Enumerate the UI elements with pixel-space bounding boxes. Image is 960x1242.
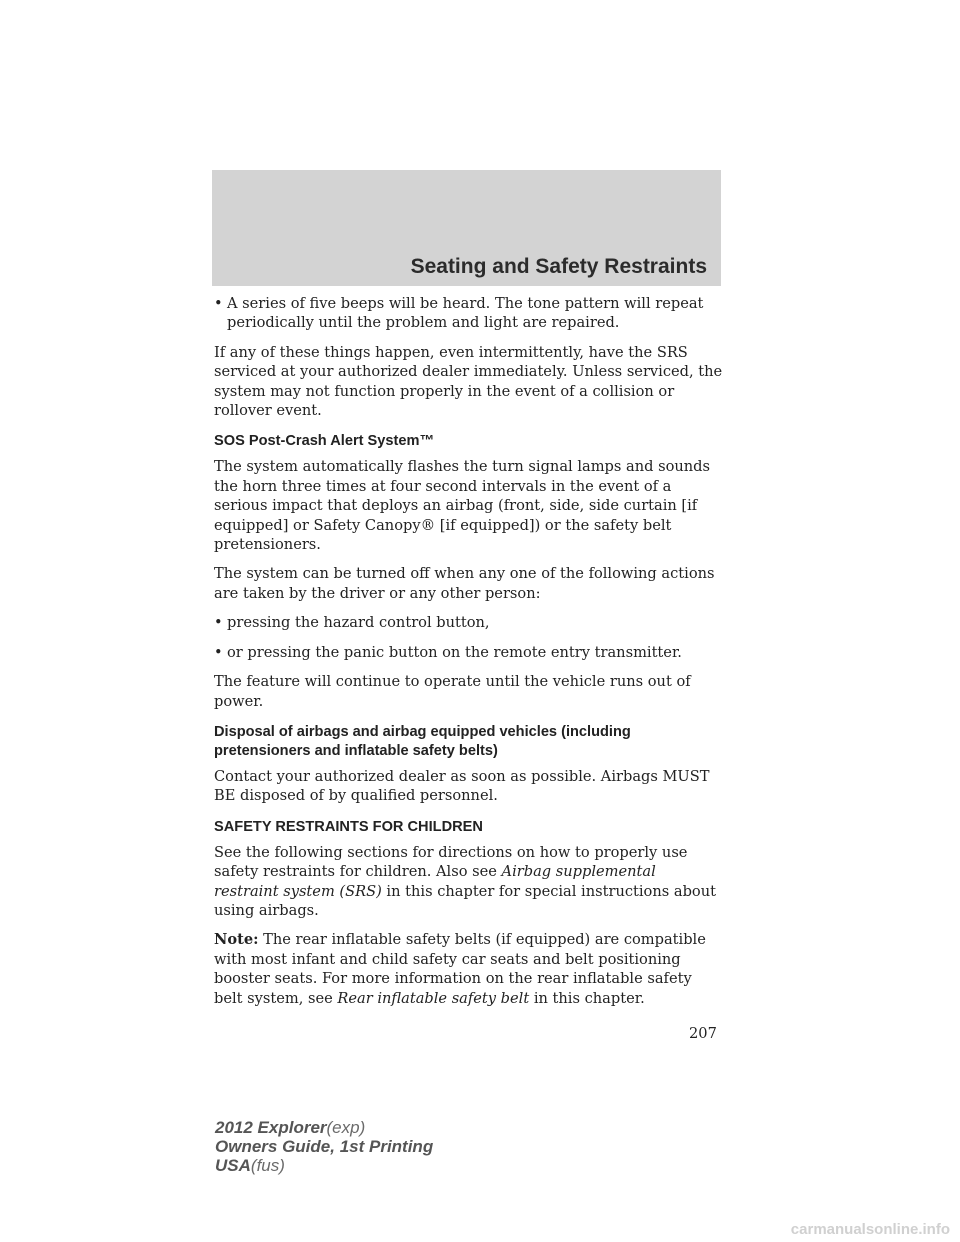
watermark-text: carmanualsonline.info [790, 1221, 950, 1238]
heading-child-restraints: SAFETY RESTRAINTS FOR CHILDREN [214, 818, 483, 835]
footer-model: 2012 Explorer [215, 1118, 327, 1137]
section-header-band [212, 170, 721, 286]
paragraph-children-text: See the following sections for directions on how to properly use safety restraints for children. Also see [214, 843, 688, 881]
note-paragraph [214, 930, 724, 1008]
bullet-mark: • [214, 643, 223, 661]
paragraph-sos-power: The feature will continue to operate until the vehicle runs out of power. [214, 673, 691, 710]
note-text-end: in this chapter. [529, 989, 645, 1007]
note-text: The rear inflatable safety belts (if equipped) are compatible with most infant and child safety car seats and belt positioning booster seats. For more information on the rear inflatable safety belt system, see [214, 931, 706, 1007]
paragraph-sos-turn-off: The system can be turned off when any one of the following actions are taken by the driver or any other person: [214, 565, 715, 602]
footer-line-guide [215, 1137, 433, 1156]
footer-document-info [215, 1118, 433, 1175]
paragraph-children-text-end: in this chapter for special instructions about using airbags. [214, 882, 716, 919]
paragraph-disposal: Contact your authorized dealer as soon as possible. Airbags MUST BE disposed of by qualified personnel. [214, 767, 710, 805]
footer-market-code: (fus) [250, 1156, 285, 1175]
bullet-text: or pressing the panic button on the remote entry transmitter. [227, 643, 682, 661]
footer-line-market [215, 1156, 433, 1175]
footer-line-model [215, 1118, 433, 1137]
cross-reference-rear-belt: Rear inflatable safety belt [337, 989, 530, 1007]
note-label: Note: [214, 931, 259, 949]
bullet-text: A series of five beeps will be heard. The tone pattern will repeat periodically until the problem and light are repaired. [227, 295, 704, 332]
bullet-text: pressing the hazard control button, [227, 614, 490, 632]
heading-sos-post-crash: SOS Post-Crash Alert System™ [214, 433, 435, 450]
bullet-item-beeps [214, 294, 724, 333]
bullet-mark: • [214, 614, 223, 632]
cross-reference-srs: Airbag supplemental restraint system (SRS) [214, 863, 656, 900]
footer-guide: Owners Guide, 1st Printing [215, 1137, 434, 1156]
bullet-mark: • [214, 295, 223, 312]
footer-market: USA [215, 1156, 251, 1175]
page-content [214, 294, 724, 1018]
page-number: 207 [689, 1025, 717, 1042]
section-title: Seating and Safety Restraints [410, 255, 707, 278]
paragraph-intermittent: If any of these things happen, even intermittently, have the SRS serviced at your authorized dealer immediately. Unless serviced, the system may not function properly in the event of a collision or rollover event. [214, 343, 723, 420]
heading-airbag-disposal: Disposal of airbags and airbag equipped vehicles (including pretensioners and inflatable safety belts) [214, 723, 631, 759]
paragraph-children [214, 843, 724, 921]
paragraph-sos-description: The system automatically flashes the turn signal lamps and sounds the horn three times at four second intervals in the event of a serious impact that deploys an airbag (front, side, side curtain [if equipped] or Safety Canopy® [if equipped]) or the safety belt pretensioners. [214, 458, 710, 554]
bullet-item-panic [214, 643, 724, 662]
footer-model-code: (exp) [326, 1118, 366, 1137]
bullet-item-hazard [214, 613, 724, 632]
